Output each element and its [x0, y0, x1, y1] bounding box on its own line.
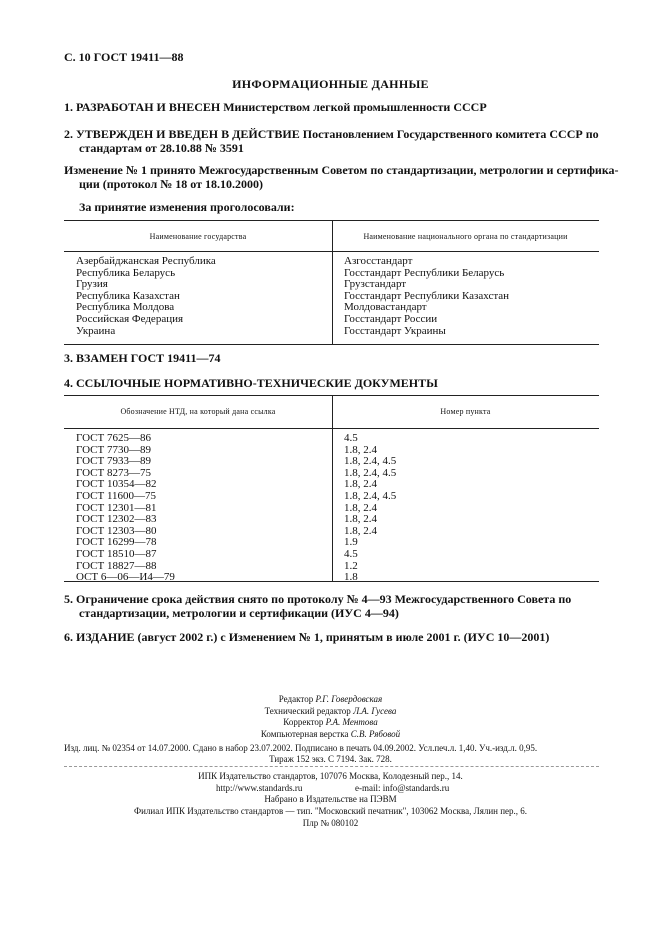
table-cell-doc: ГОСТ 12301—81: [76, 501, 157, 514]
table-cell-doc: ГОСТ 7730—89: [76, 443, 151, 456]
table-cell-state: Азербайджанская Республика: [76, 255, 216, 267]
table-cell-doc: ГОСТ 12303—80: [76, 524, 157, 537]
table-cell-doc: ГОСТ 7625—86: [76, 432, 151, 444]
publisher-line1: ИПК Издательство стандартов, 107076 Москва, Колодезный пер., 14.: [198, 771, 463, 781]
item-3: 3. ВЗАМЕН ГОСТ 19411—74: [64, 351, 221, 365]
item-4: 4. ССЫЛОЧНЫЕ НОРМАТИВНО-ТЕХНИЧЕСКИЕ ДОКУМЕНТЫ: [64, 376, 438, 390]
col-header-state: Наименование государства: [149, 232, 247, 241]
imprint-line: Изд. лиц. № 02354 от 14.07.2000. Сдано в набор 23.07.2002. Подписано в печать 04.09.2002. Усл.печ.л. 1,40. Уч.-изд.л. 0,95.: [64, 743, 538, 753]
table-cell-body: Госстандарт Республики Беларусь: [344, 266, 505, 279]
credit-layout: Компьютерная верстка С.В. Рябовой: [260, 728, 401, 739]
table-cell-clause: 1.8, 2.4: [344, 524, 377, 537]
table-cell-clause: 4.5: [344, 547, 358, 560]
table-cell-clause: 1.8, 2.4: [344, 478, 377, 491]
clause-list: [344, 433, 396, 584]
table-cell-doc: ОСТ 6—06—И4—79: [76, 571, 175, 584]
credit-tech-editor: Технический редактор Л.А. Гусева: [264, 705, 397, 716]
publisher-site: http://www.standards.ru: [216, 783, 303, 793]
table-header-rule: [64, 428, 599, 429]
table-cell-body: Азгосстандарт: [344, 255, 413, 267]
voted-caption: За принятие изменения проголосовали:: [79, 200, 295, 214]
amendment-line1: Изменение № 1 принято Межгосударственным Советом по стандартизации, метрологии и сертифика-: [64, 163, 619, 177]
publisher-email: e-mail: info@standards.ru: [355, 783, 450, 793]
table-cell-state: Украина: [76, 324, 116, 337]
col-header-body: Наименование национального органа по стандартизации: [363, 232, 568, 241]
table-divider: [332, 396, 333, 581]
state-list: [76, 256, 216, 337]
voting-table: [64, 220, 599, 345]
body-list: [344, 256, 509, 337]
item-1-heading: 1. РАЗРАБОТАН И ВНЕСЕН: [64, 100, 221, 114]
amendment-line2: ции (протокол № 18 от 18.10.2000): [79, 177, 264, 191]
table-cell-clause: 1.8, 2.4: [344, 443, 377, 456]
table-cell-state: Республика Молдова: [76, 301, 175, 314]
item-1-text: Министерством легкой промышленности СССР: [223, 100, 487, 114]
references-table: [64, 395, 599, 582]
table-cell-clause: 1.8, 2.4, 4.5: [344, 466, 397, 479]
item-2-line2: стандартам от 28.10.88 № 3591: [79, 141, 244, 155]
table-cell-state: Грузия: [76, 278, 108, 291]
separator-dashes: [64, 766, 599, 767]
publisher-line4: Филиал ИПК Издательство стандартов — тип. "Московский печатник", 103062 Москва, Лялин пер., 6.: [133, 806, 528, 816]
table-cell-doc: ГОСТ 18510—87: [76, 547, 157, 560]
table-cell-body: Госстандарт Республики Казахстан: [344, 289, 510, 302]
credit-editor: Редактор Р.Г. Говердовская: [278, 694, 383, 704]
table-cell-body: Грузстандарт: [344, 278, 407, 291]
table-cell-state: Российская Федерация: [76, 312, 184, 325]
table-cell-body: Молдовастандарт: [344, 301, 427, 314]
item-5-line2: стандартизации, метрологии и сертификации (ИУС 4—94): [79, 606, 399, 620]
item-1: [64, 100, 487, 115]
table-cell-clause: 1.2: [344, 559, 358, 572]
item-5-line1: 5. Ограничение срока действия снято по протоколу № 4—93 Межгосударственного Совета по: [64, 592, 572, 606]
table-cell-clause: 1.8, 2.4, 4.5: [344, 489, 397, 502]
col-header-clause: Номер пункта: [440, 407, 491, 416]
table-cell-doc: ГОСТ 11600—75: [76, 489, 157, 502]
print-run: Тираж 152 экз. С 7194. Зак. 728.: [269, 754, 392, 764]
item-6: 6. ИЗДАНИЕ (август 2002 г.) с Изменением № 1, принятым в июле 2001 г. (ИУС 10—2001): [64, 630, 550, 644]
page-header: С. 10 ГОСТ 19411—88: [64, 50, 184, 64]
col-header-doc: Обозначение НТД, на который дана ссылка: [120, 407, 276, 416]
credit-corrector: Корректор Р.А. Ментова: [283, 717, 378, 727]
table-cell-doc: ГОСТ 7933—89: [76, 455, 151, 468]
table-cell-clause: 1.8, 2.4, 4.5: [344, 455, 397, 468]
table-cell-doc: ГОСТ 18827—88: [76, 559, 157, 572]
table-cell-doc: ГОСТ 10354—82: [76, 478, 157, 491]
table-cell-state: Республика Казахстан: [76, 289, 180, 302]
page-title: ИНФОРМАЦИОННЫЕ ДАННЫЕ: [232, 77, 429, 91]
doc-list: [76, 433, 175, 584]
credits-block: [0, 694, 661, 740]
table-cell-clause: 4.5: [344, 432, 358, 444]
table-cell-clause: 1.8, 2.4: [344, 501, 377, 514]
table-header-rule: [64, 251, 599, 252]
table-cell-doc: ГОСТ 16299—78: [76, 536, 157, 549]
table-cell-doc: ГОСТ 8273—75: [76, 466, 151, 479]
table-cell-body: Госстандарт России: [344, 312, 438, 325]
table-cell-clause: 1.9: [344, 536, 358, 549]
table-cell-doc: ГОСТ 12302—83: [76, 513, 157, 526]
item-2-line1: 2. УТВЕРЖДЕН И ВВЕДЕН В ДЕЙСТВИЕ Постановлением Государственного комитета СССР по: [64, 127, 599, 141]
table-cell-clause: 1.8, 2.4: [344, 513, 377, 526]
publisher-line3: Набрано в Издательстве на ПЭВМ: [264, 794, 397, 804]
table-cell-state: Республика Беларусь: [76, 266, 176, 279]
table-cell-body: Госстандарт Украины: [344, 324, 446, 337]
publisher-line5: Плр № 080102: [302, 818, 359, 828]
table-cell-clause: 1.8: [344, 571, 358, 584]
